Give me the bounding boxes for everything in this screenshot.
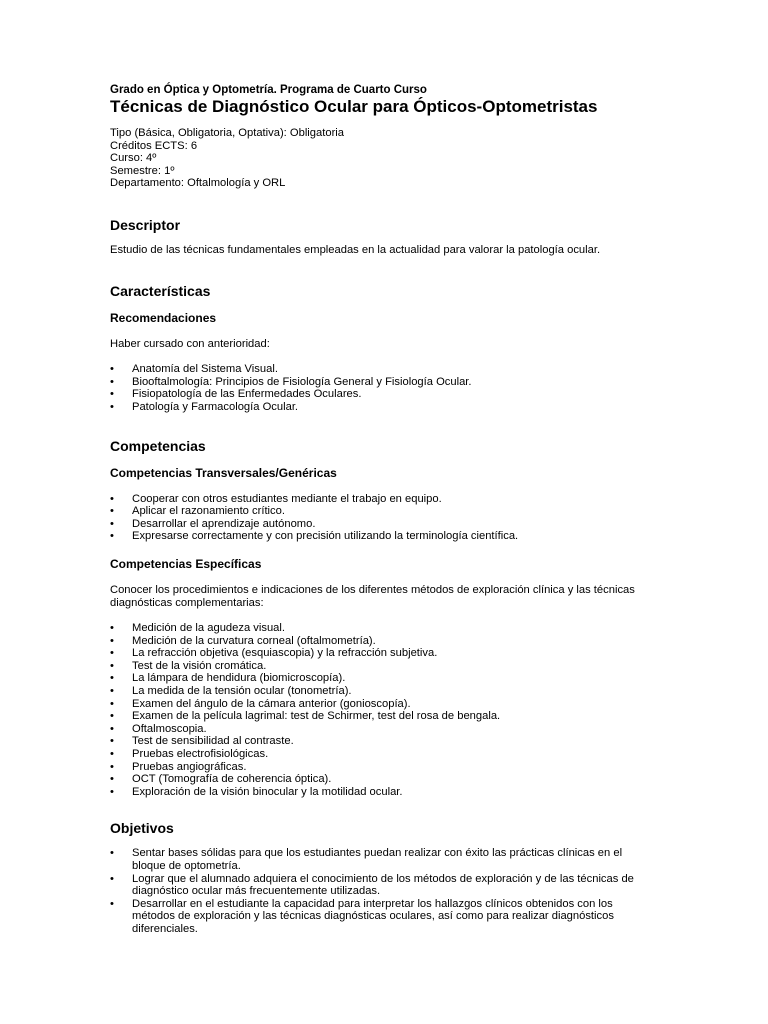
list-item: • La lámpara de hendidura (biomicroscopía). bbox=[110, 672, 650, 685]
list-item: • Fisiopatología de las Enfermedades Oculares. bbox=[110, 388, 650, 401]
recomendaciones-intro: Haber cursado con anterioridad: bbox=[110, 337, 270, 350]
especificas-list bbox=[110, 622, 650, 798]
list-item: • Pruebas electrofisiológicas. bbox=[110, 748, 650, 761]
list-item: • Examen del ángulo de la cámara anterior (gonioscopía). bbox=[110, 698, 650, 711]
section-descriptor bbox=[110, 217, 650, 257]
list-item: • OCT (Tomografía de coherencia óptica). bbox=[110, 773, 650, 786]
list-item: • La medida de la tensión ocular (tonometría). bbox=[110, 685, 650, 698]
list-item: • Pruebas angiográficas. bbox=[110, 761, 650, 774]
especificas-intro: Conocer los procedimientos e indicaciones de los diferentes métodos de exploración clínica y las técnicas diagnósticas complementarias: bbox=[110, 583, 635, 609]
list-item: • Lograr que el alumnado adquiera el conocimiento de los métodos de exploración y de las técnicas de diagnóstico ocular más frecuentemente utilizadas. bbox=[110, 873, 650, 898]
list-item: • Cooperar con otros estudiantes mediante el trabajo en equipo. bbox=[110, 493, 650, 506]
section-caracteristicas bbox=[110, 283, 650, 414]
meta-semestre: Semestre: 1º bbox=[110, 164, 175, 177]
list-item: • Medición de la agudeza visual. bbox=[110, 622, 650, 635]
list-item: • Aplicar el razonamiento crítico. bbox=[110, 505, 650, 518]
objetivos-heading: Objetivos bbox=[110, 820, 174, 837]
list-item: • Expresarse correctamente y con precisión utilizando la terminología científica. bbox=[110, 530, 650, 543]
competencias-heading: Competencias bbox=[110, 437, 206, 454]
list-item: • Examen de la película lagrimal: test de Schirmer, test del rosa de bengala. bbox=[110, 710, 650, 723]
list-item: • Sentar bases sólidas para que los estudiantes puedan realizar con éxito las prácticas clínicas en el bloque de optometría. bbox=[110, 847, 650, 872]
recomendaciones-list bbox=[110, 363, 650, 413]
list-item: • Desarrollar en el estudiante la capacidad para interpretar los hallazgos clínicos obtenidos con los métodos de exploración y las técnicas diagnósticas oculares, así como para realizar diagnósticos diferenciales. bbox=[110, 898, 650, 936]
caracteristicas-heading: Características bbox=[110, 282, 211, 299]
section-competencias bbox=[110, 438, 650, 799]
descriptor-text: Estudio de las técnicas fundamentales empleadas en la actualidad para valorar la patología ocular. bbox=[110, 243, 601, 256]
section-objetivos bbox=[110, 820, 650, 935]
page-title: Técnicas de Diagnóstico Ocular para Ópticos-Optometristas bbox=[110, 97, 598, 116]
program-line: Grado en Óptica y Optometría. Programa de Cuarto Curso bbox=[110, 84, 427, 96]
meta-tipo: Tipo (Básica, Obligatoria, Optativa): Obligatoria bbox=[110, 127, 345, 139]
especificas-heading: Competencias Específicas bbox=[110, 556, 262, 571]
meta-creditos: Créditos ECTS: 6 bbox=[110, 139, 198, 152]
list-item: • Biooftalmología: Principios de Fisiología General y Fisiología Ocular. bbox=[110, 376, 650, 389]
list-item: • Test de la visión cromática. bbox=[110, 660, 650, 673]
descriptor-heading: Descriptor bbox=[110, 216, 181, 233]
transversales-list bbox=[110, 493, 650, 543]
meta-departamento: Departamento: Oftalmología y ORL bbox=[110, 177, 286, 190]
recomendaciones-heading: Recomendaciones bbox=[110, 310, 217, 325]
meta-curso: Curso: 4º bbox=[110, 152, 157, 165]
list-item: • La refracción objetiva (esquiascopia) y la refracción subjetiva. bbox=[110, 647, 650, 660]
course-metadata bbox=[110, 127, 650, 190]
transversales-heading: Competencias Transversales/Genéricas bbox=[110, 465, 337, 480]
objetivos-list bbox=[110, 847, 650, 935]
list-item: • Patología y Farmacología Ocular. bbox=[110, 401, 650, 414]
list-item: • Test de sensibilidad al contraste. bbox=[110, 735, 650, 748]
list-item: • Desarrollar el aprendizaje autónomo. bbox=[110, 518, 650, 531]
list-item: • Exploración de la visión binocular y la motilidad ocular. bbox=[110, 786, 650, 799]
list-item: • Anatomía del Sistema Visual. bbox=[110, 363, 650, 376]
list-item: • Medición de la curvatura corneal (oftalmometría). bbox=[110, 635, 650, 648]
list-item: • Oftalmoscopia. bbox=[110, 723, 650, 736]
